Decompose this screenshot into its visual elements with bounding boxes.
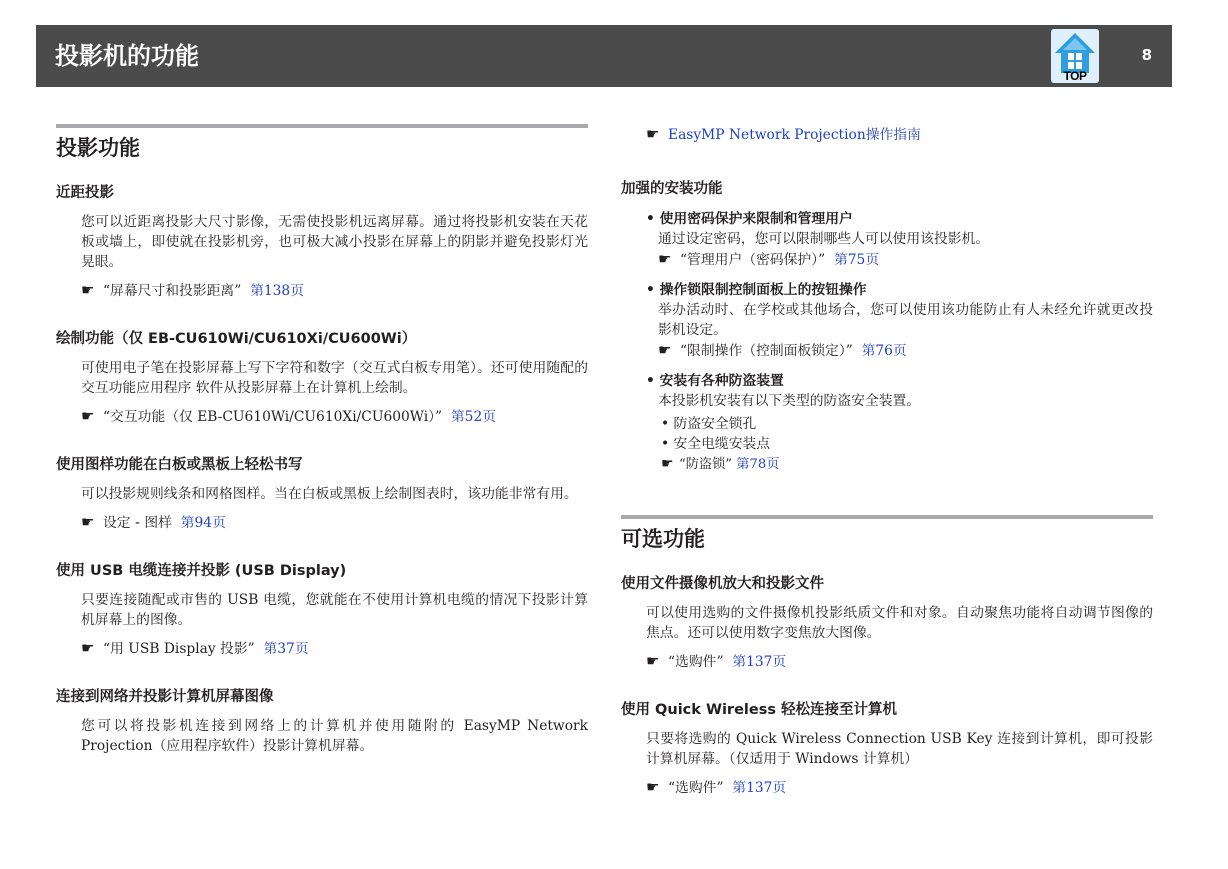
block-pattern [56,455,588,533]
sub-list-item-text: 安全电缆安装点 [673,436,771,452]
block-text: 只要将选购的 Quick Wireless Connection USB Key 连接到计算机，即可投影计算机屏幕。（仅适用于 Windows 计算机） [646,731,1153,767]
block-reference [81,280,588,301]
block-heading: 使用 Quick Wireless 轻松连接至计算机 [621,702,898,718]
install-item-title [646,209,1153,229]
bullet-icon: • [646,373,655,389]
install-item-anti-theft [646,371,1153,475]
bullet-icon: • [661,416,670,432]
ref-text: “限制操作（控制面板锁定）” [680,343,853,359]
install-item-text: 本投影机安装有以下类型的防盗安全装置。 [658,393,921,409]
ref-link[interactable]: 第138页 [250,283,304,299]
pointer-icon: ☛ [646,652,660,670]
section-title: 投影功能 [56,136,140,160]
install-item-reference [658,249,1153,270]
page-title: 投影机的功能 [55,42,199,70]
block-install [621,179,1153,475]
block-document-camera [621,574,1153,672]
install-item-reference [661,454,1153,475]
block-heading: 使用图样功能在白板或黑板上轻松书写 [56,457,303,473]
block-heading: 加强的安装功能 [621,181,723,197]
ref-text: “用 USB Display 投影” [103,641,255,657]
page-number: 8 [1141,46,1152,64]
ref-link[interactable]: 第76页 [861,343,907,359]
install-item-title-text: 操作锁限制控制面板上的按钮操作 [659,282,867,298]
block-text: 您可以将投影机连接到网络上的计算机并使用随附的 EasyMP Network Projection（应用程序软件）投影计算机屏幕。 [81,718,588,754]
pointer-icon: ☛ [81,407,95,425]
install-item-text: 通过设定密码，您可以限制哪些人可以使用该投影机。 [658,231,990,247]
install-item-title-text: 安装有各种防盗装置 [659,373,784,389]
ref-link[interactable]: 第137页 [732,780,787,796]
ref-link[interactable]: 第52页 [450,409,497,425]
block-reference [646,651,1153,672]
block-network [56,687,588,756]
pointer-icon: ☛ [658,250,672,268]
block-text: 可使用电子笔在投影屏幕上写下字符和数字（交互式白板专用笔）。还可使用随配的 交互功能应用程序 软件从投影屏幕上在计算机上绘制。 [81,360,588,396]
network-guide-reference [646,124,1153,145]
pointer-icon: ☛ [646,125,660,143]
block-text: 可以使用选购的文件摄像机投影纸质文件和对象。自动聚焦功能将自动调节图像的焦点。还可以使用数字变焦放大图像。 [646,605,1153,641]
ref-text: “屏幕尺寸和投影距离” [103,283,242,299]
block-short-throw [56,183,588,301]
install-item-title [646,371,1153,391]
block-heading: 近距投影 [56,185,114,201]
install-item-title-text: 使用密码保护来限制和管理用户 [659,211,853,227]
ref-text: 设定 - 图样 [103,515,172,531]
ref-text: “管理用户（密码保护）” [680,252,826,268]
install-item-password [646,209,1153,270]
block-drawing [56,329,588,427]
block-quick-wireless [621,700,1153,798]
ref-link[interactable]: 第75页 [833,252,880,268]
section-rule [56,124,588,128]
pointer-icon: ☛ [81,513,95,531]
pointer-icon: ☛ [81,281,95,299]
ref-link[interactable]: 第78页 [736,457,780,472]
block-heading: 连接到网络并投影计算机屏幕图像 [56,689,274,705]
block-text: 您可以近距离投影大尺寸影像，无需使投影机远离屏幕。通过将投影机安装在天花板或墙上，即使就在投影机旁，也可极大减小投影在屏幕上的阴影并避免投影灯光晃眼。 [81,214,588,270]
ref-text: “选购件” [668,654,724,670]
block-heading: 使用 USB 电缆连接并投影 (USB Display) [56,563,347,579]
block-text: 只要连接随配或市售的 USB 电缆，您就能在不使用计算机电缆的情况下投影计算机屏幕上的图像。 [81,592,588,628]
page-header [36,25,1172,87]
section-title: 可选功能 [621,527,705,551]
ref-link[interactable]: 第94页 [180,515,226,531]
block-heading: 绘制功能（仅 EB-CU610Wi/CU610Xi/CU600Wi） [56,331,417,347]
sub-list-item [661,434,1153,454]
ref-link[interactable]: 第37页 [263,641,309,657]
block-reference [81,512,588,533]
pointer-icon: ☛ [661,456,674,472]
right-column [621,124,1153,798]
block-reference [81,406,588,427]
bullet-icon: • [661,436,670,452]
block-text: 可以投影规则线条和网格图样。当在白板或黑板上绘制图表时，该功能非常有用。 [81,486,578,502]
block-usb-display [56,561,588,659]
sub-list-item-text: 防盗安全锁孔 [673,416,757,432]
ref-link[interactable]: EasyMP Network Projection操作指南 [668,127,921,143]
top-label: TOP [1063,69,1087,83]
section-optional [621,515,1153,798]
sub-list-item [661,414,1153,434]
ref-text: “选购件” [668,780,724,796]
section-rule [621,515,1153,519]
pointer-icon: ☛ [658,341,672,359]
bullet-icon: • [646,211,655,227]
pointer-icon: ☛ [646,778,660,796]
install-item-control-lock [646,280,1153,361]
top-button[interactable] [1051,29,1099,83]
install-item-title [646,280,1153,300]
left-column [56,124,588,756]
pointer-icon: ☛ [81,639,95,657]
install-item-reference [658,340,1153,361]
install-item-text: 举办活动时、在学校或其他场合，您可以使用该功能防止有人未经允许就更改投影机设定。 [658,302,1153,338]
block-heading: 使用文件摄像机放大和投影文件 [621,576,824,592]
ref-link[interactable]: 第137页 [732,654,787,670]
ref-text: “交互功能（仅 EB-CU610Wi/CU610Xi/CU600Wi）” [103,409,443,425]
block-reference [81,638,588,659]
block-reference [646,777,1153,798]
bullet-icon: • [646,282,655,298]
ref-text: “防盗锁” [679,457,733,472]
